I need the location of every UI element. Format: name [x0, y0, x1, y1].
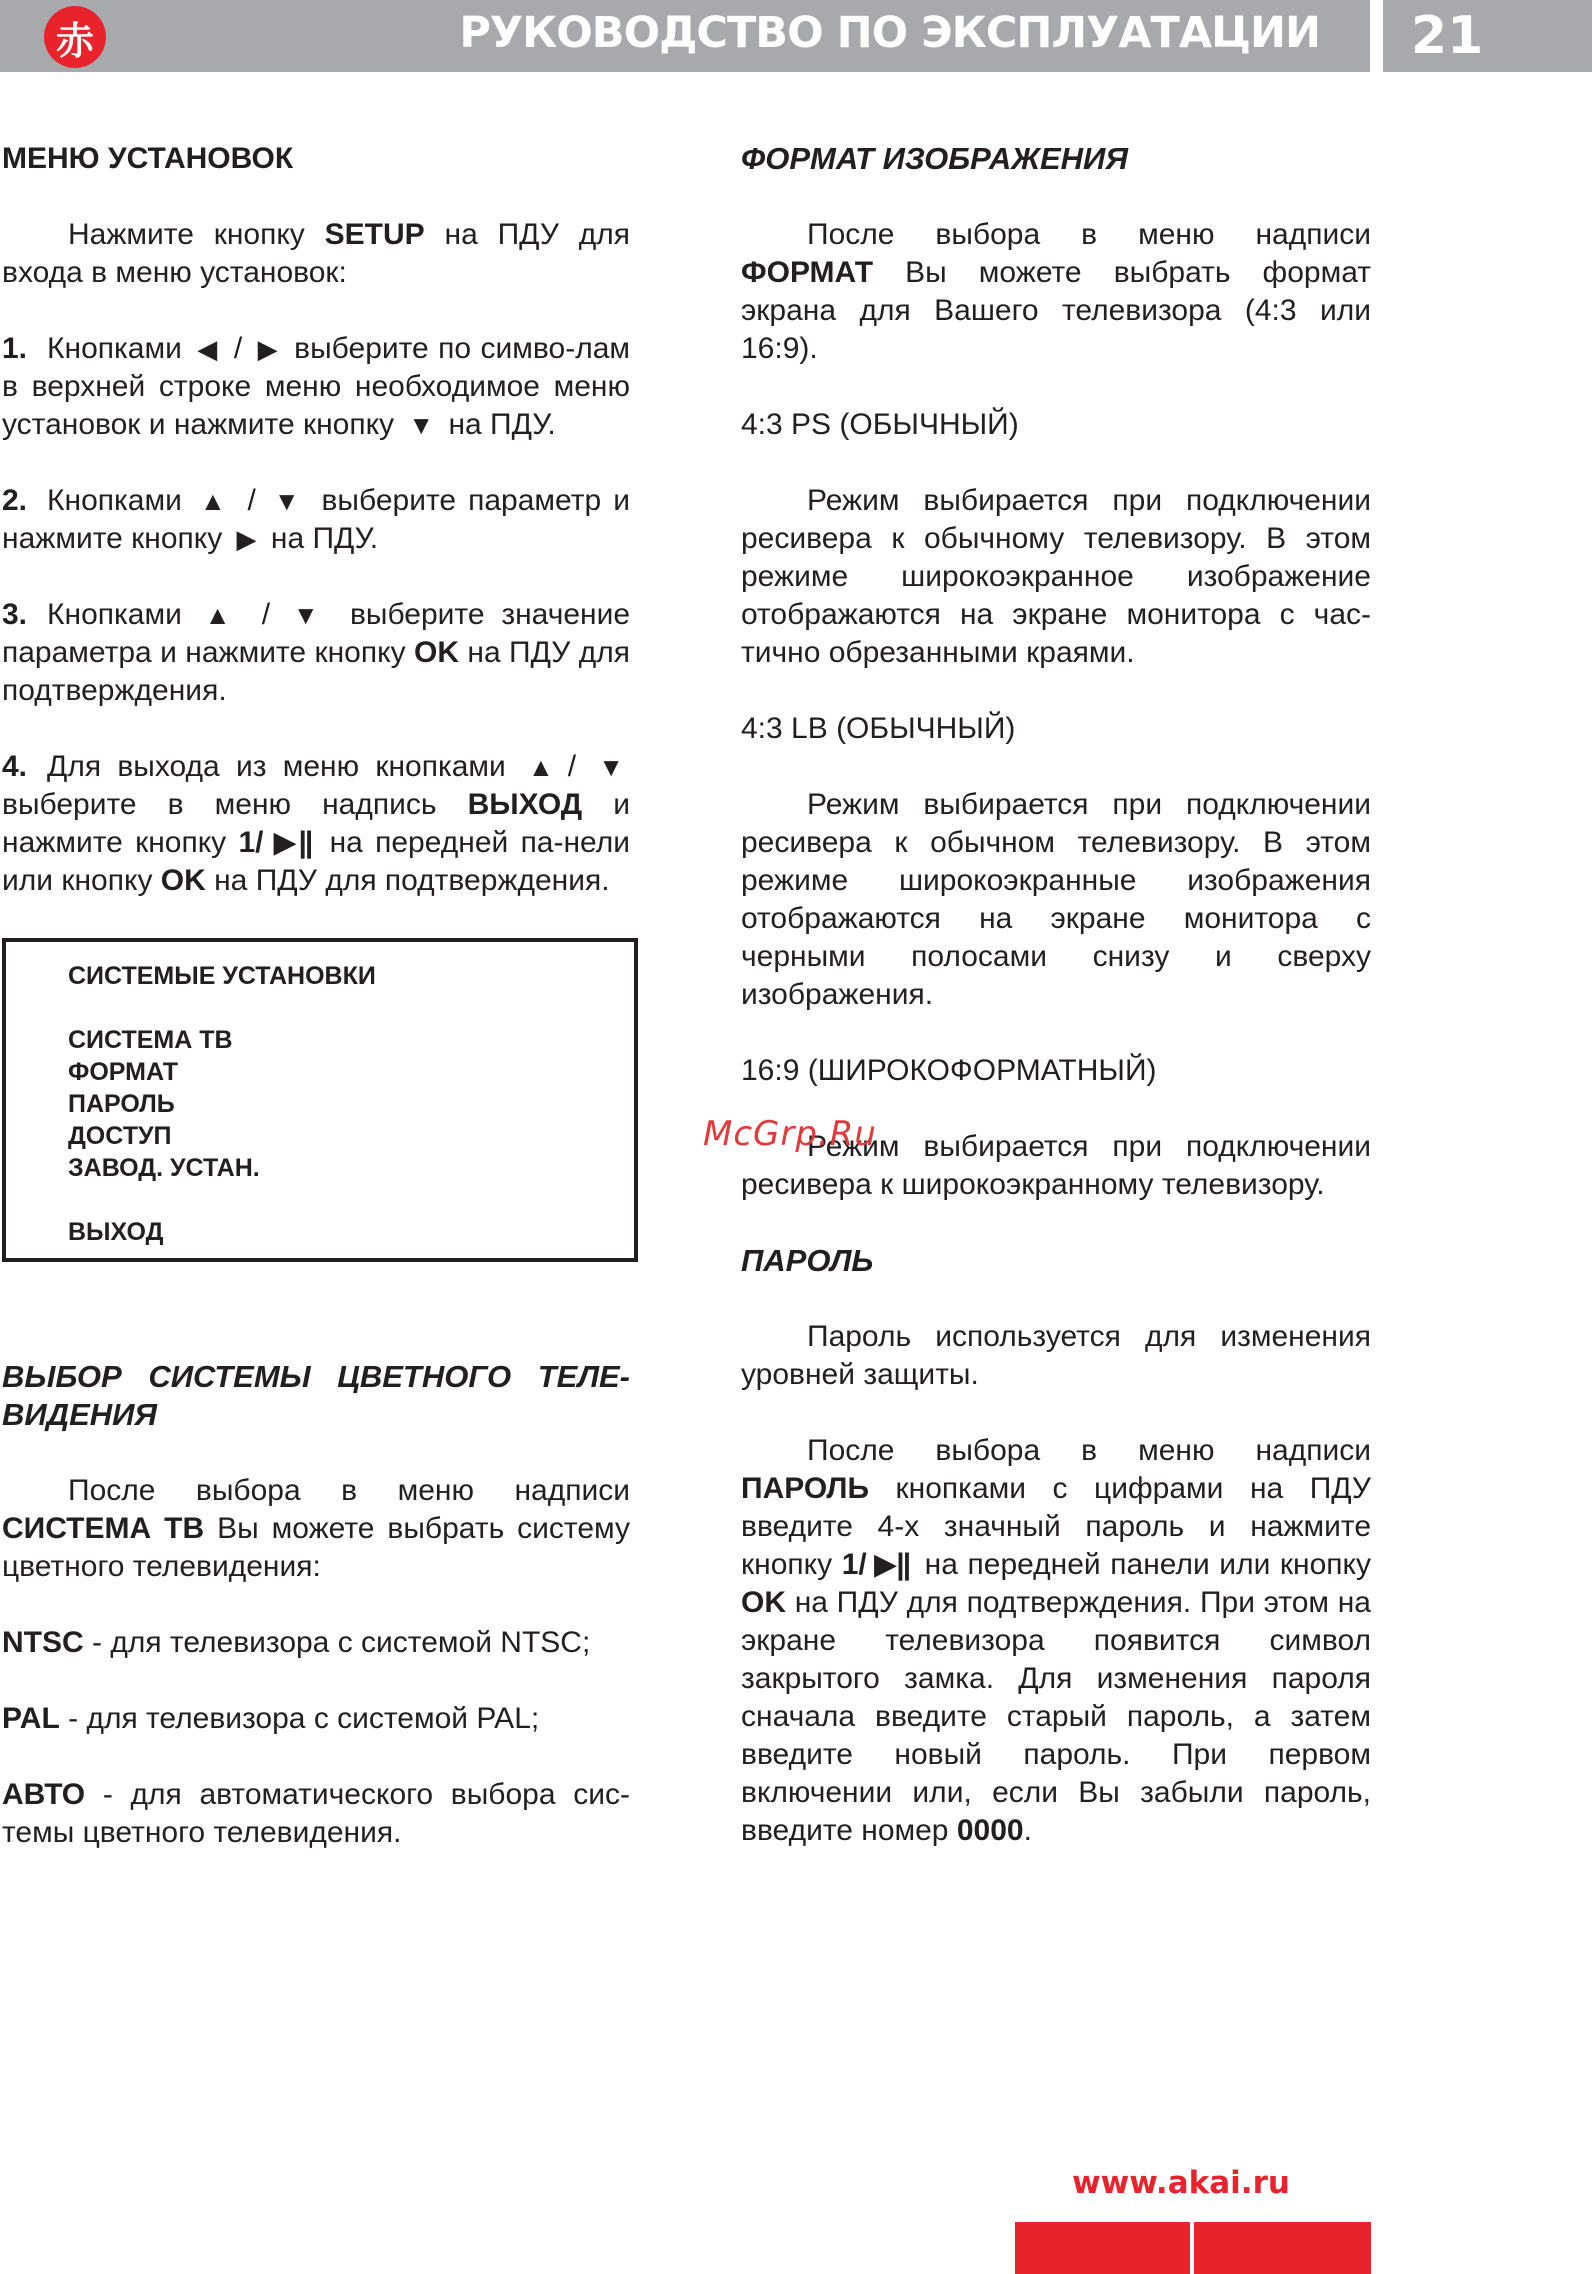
arrow-right-icon: ▶ [236, 524, 257, 554]
setup-intro: Нажмите кнопку SETUP на ПДУ для входа в меню установок: [2, 218, 630, 289]
password-intro: Пароль используется для изменения уровней защиты. [741, 1320, 1371, 1391]
header-bar [0, 0, 1370, 72]
menu-item-format: ФОРМАТ [68, 1058, 179, 1086]
ntsc-option: NTSC - для телевизора с системой NTSC; [2, 1626, 591, 1659]
menu-item-access: ДОСТУП [68, 1122, 172, 1150]
ps-mode-label: 4:3 PS (ОБЫЧНЫЙ) [741, 408, 1019, 441]
color-system-intro: После выбора в меню надписи СИСТЕМА ТВ Вы можете выбрать систему цветного телевидения: [2, 1474, 630, 1583]
setup-menu-heading: МЕНЮ УСТАНОВОК [2, 142, 294, 175]
menu-item-factory-reset: ЗАВОД. УСТАН. [68, 1154, 260, 1182]
footer-url: www.akai.ru [1072, 2165, 1290, 2201]
footer-bar-right [1194, 2222, 1371, 2274]
arrow-up-icon: ▲ [199, 486, 230, 516]
system-settings-menu-box [2, 938, 638, 1262]
step-4: 4. Для выхода из меню кнопками ▲ / ▼ выберите в меню надпись ВЫХОД и нажмите кнопку 1/ ▶|| на передней па-нели или кнопку OK на ПДУ для подтверждения. [2, 750, 631, 897]
password-instructions: После выбора в меню надписи ПАРОЛЬ кнопками с цифрами на ПДУ введите 4-х значный пароль и нажмите кнопку 1/ ▶|| на передней панели или кнопку OK на ПДУ для подтверждения. При этом на экране телевизора появится символ закрытого замка. Для изменения пароля сначала введите старый пароль, а затем введите новый пароль. При первом включении или, если Вы забыли пароль, введите номер 0000. [741, 1434, 1372, 1847]
left-column [2, 140, 630, 1890]
arrow-up-icon: ▲ [204, 600, 239, 630]
color-system-heading: ВЫБОР СИСТЕМЫ ЦВЕТНОГО ТЕЛЕ-ВИДЕНИЯ [2, 1359, 630, 1432]
play-pause-icon: ▶|| [269, 826, 312, 859]
play-pause-icon: ▶|| [872, 1548, 910, 1581]
arrow-down-icon: ▼ [408, 410, 435, 440]
footer-bar-left [1015, 2222, 1190, 2274]
step-3: 3. Кнопками ▲ / ▼ выберите значение параметра и нажмите кнопку OK на ПДУ для подтверждения. [2, 598, 631, 707]
password-heading: ПАРОЛЬ [741, 1243, 874, 1278]
arrow-up-icon: ▲ [528, 752, 562, 782]
watermark: McGrp.Ru [703, 1114, 877, 1154]
menu-item-password: ПАРОЛЬ [68, 1090, 175, 1118]
right-column [741, 140, 1371, 1888]
wide-mode-text: Режим выбирается при подключении ресивера к широкоэкранному телевизору. [741, 1130, 1371, 1201]
arrow-left-icon: ◀ [197, 334, 219, 364]
arrow-right-icon: ▶ [257, 334, 279, 364]
menu-item-tv-system: СИСТЕМА ТВ [68, 1026, 233, 1054]
page-number-box [1383, 0, 1592, 72]
page-number: 21 [1411, 6, 1484, 66]
akai-logo-icon: 赤 [44, 6, 106, 68]
arrow-down-icon: ▼ [598, 752, 624, 782]
arrow-down-icon: ▼ [273, 486, 304, 516]
lb-mode-label: 4:3 LB (ОБЫЧНЫЙ) [741, 712, 1016, 745]
ps-mode-text: Режим выбирается при подключении ресивера к обычному телевизору. В этом режиме широкоэкранное изображение отображаются на экране монитора с час-тично обрезанными краями. [741, 484, 1371, 669]
pal-option: PAL - для телевизора с системой PAL; [2, 1702, 540, 1735]
step-1: 1. Кнопками ◀ / ▶ выберите по симво-лам в верхней строке меню необходимое меню установок и нажмите кнопку ▼ на ПДУ. [2, 332, 631, 441]
format-intro: После выбора в меню надписи ФОРМАТ Вы можете выбрать формат экрана для Вашего телевизора (4:3 или 16:9). [741, 218, 1371, 365]
menu-box-title: СИСТЕМЫЕ УСТАНОВКИ [68, 962, 376, 990]
lb-mode-text: Режим выбирается при подключении ресивера к обычном телевизору. В этом режиме широкоэкранные изображения отображаются на экране монитора с черными полосами снизу и сверху изображения. [741, 788, 1371, 1011]
arrow-down-icon: ▼ [292, 600, 328, 630]
auto-option: АВТО - для автоматического выбора сис-темы цветного телевидения. [2, 1778, 630, 1849]
format-heading: ФОРМАТ ИЗОБРАЖЕНИЯ [741, 141, 1128, 176]
wide-mode-label: 16:9 (ШИРОКОФОРМАТНЫЙ) [741, 1054, 1157, 1087]
menu-item-exit: ВЫХОД [68, 1218, 164, 1246]
step-2: 2. Кнопками ▲ / ▼ выберите параметр и нажмите кнопку ▶ на ПДУ. [2, 484, 630, 555]
page-title: РУКОВОДСТВО ПО ЭКСПЛУАТАЦИИ [459, 8, 1320, 58]
